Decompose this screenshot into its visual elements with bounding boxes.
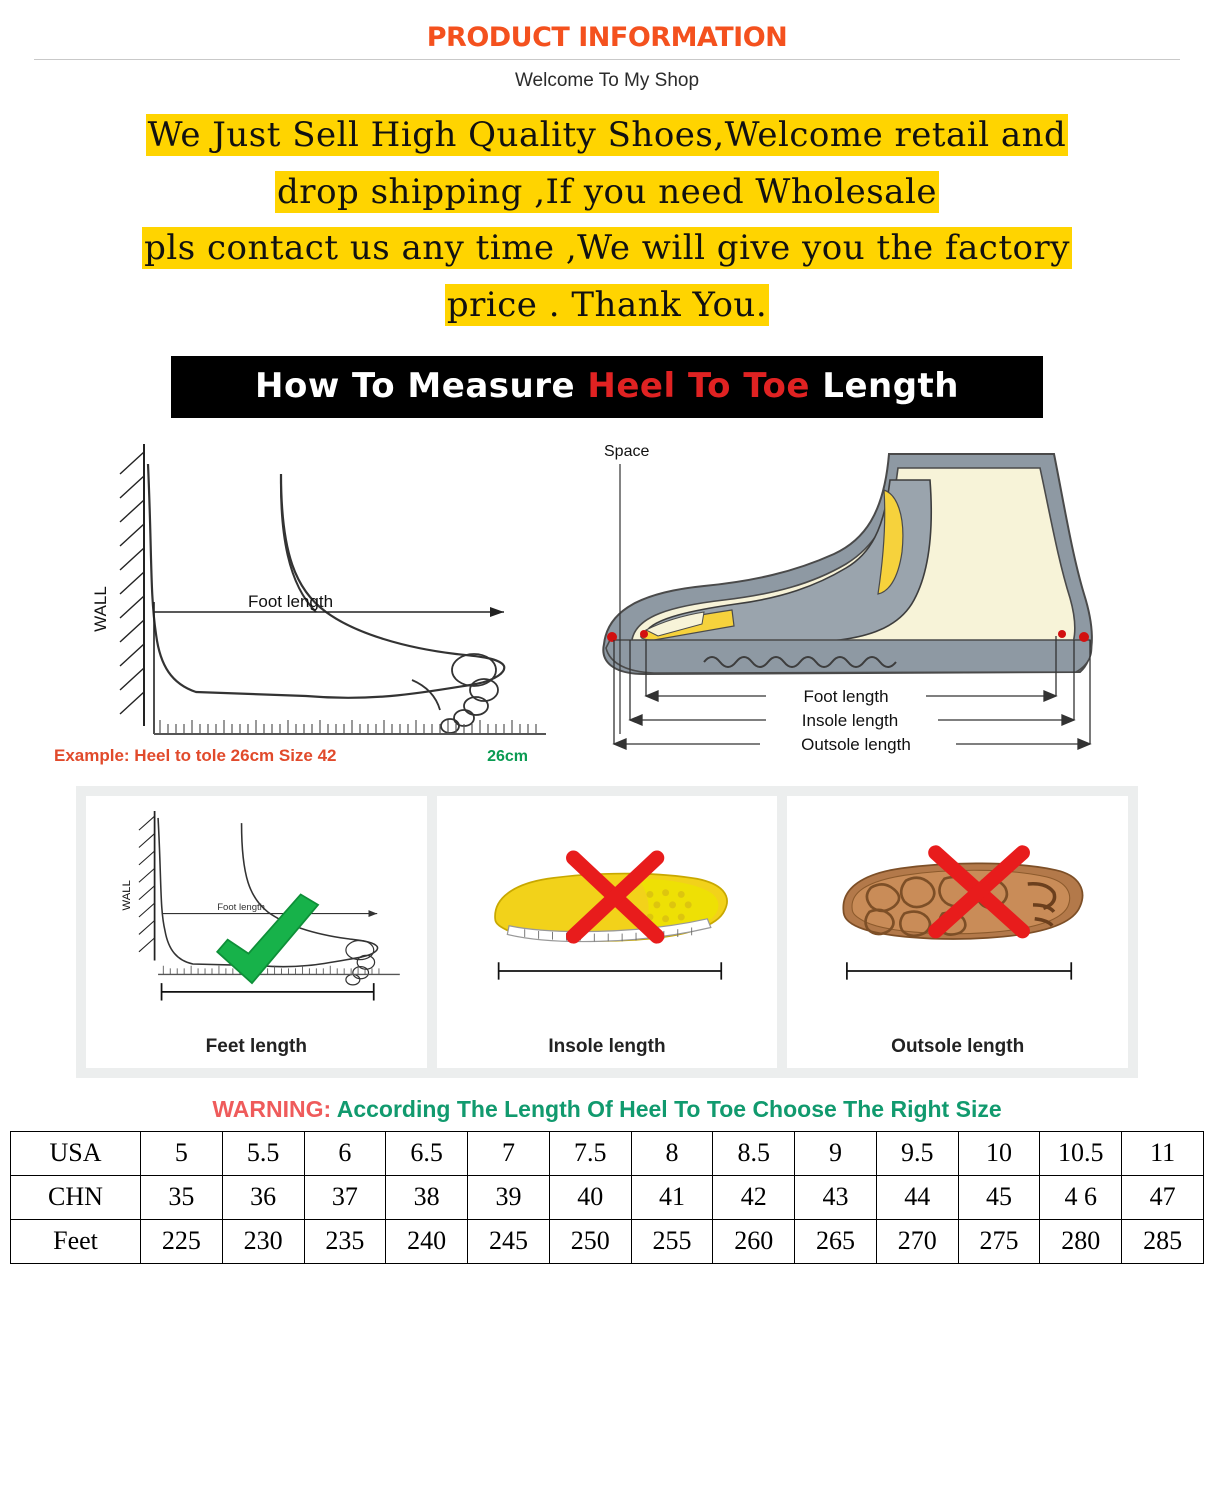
cell-chn-2: 37 — [304, 1176, 386, 1220]
measure-banner-highlight: Heel To Toe — [587, 366, 810, 406]
panel-insole-length — [437, 796, 778, 1068]
insole-length-illustration — [443, 804, 772, 1004]
cell-usa-11: 10.5 — [1040, 1132, 1122, 1176]
row-label-feet: Feet — [11, 1220, 141, 1264]
row-label-usa: USA — [11, 1132, 141, 1176]
measure-banner-part2: Length — [809, 366, 959, 406]
cell-usa-12: 11 — [1122, 1132, 1204, 1176]
cell-usa-6: 8 — [631, 1132, 713, 1176]
cell-chn-9: 44 — [876, 1176, 958, 1220]
cell-usa-9: 9.5 — [876, 1132, 958, 1176]
cell-usa-5: 7.5 — [549, 1132, 631, 1176]
measure-examples-row — [76, 786, 1138, 1078]
cell-usa-7: 8.5 — [713, 1132, 795, 1176]
foot-wall-illustration — [76, 434, 546, 774]
promo-line-1 — [0, 114, 1214, 157]
row-label-chn: CHN — [11, 1176, 141, 1220]
promo-text-3: pls contact us any time ,We will give you the factory — [144, 228, 1070, 268]
cell-chn-5: 40 — [549, 1176, 631, 1220]
foot-length-label-left: Foot length — [248, 592, 334, 611]
cell-feet-12: 285 — [1122, 1220, 1204, 1264]
space-label: Space — [604, 443, 650, 460]
panel-label-feet-length: Feet length — [205, 1036, 307, 1057]
cell-usa-2: 6 — [304, 1132, 386, 1176]
panel-label-insole-length: Insole length — [548, 1036, 666, 1057]
shoe-section-diagram — [560, 434, 1138, 774]
cell-feet-0: 225 — [141, 1220, 223, 1264]
panel-feet-length — [86, 796, 427, 1068]
cell-chn-11: 4 6 — [1040, 1176, 1122, 1220]
wall-label-panel: WALL — [121, 880, 134, 911]
promo-line-2 — [0, 171, 1214, 214]
promo-block — [0, 114, 1214, 326]
promo-text-4: price . Thank You. — [446, 284, 768, 325]
cell-chn-8: 43 — [795, 1176, 877, 1220]
size-chart-table — [10, 1131, 1204, 1264]
measure-section — [54, 356, 1138, 1078]
warning-prefix: WARNING: — [212, 1096, 332, 1122]
shoe-foot-length-label: Foot length — [803, 687, 889, 706]
measure-banner — [171, 356, 1043, 418]
table-row — [11, 1132, 1204, 1176]
panel-label-outsole-length: Outsole length — [891, 1036, 1025, 1057]
measure-banner-part1: How To Measure — [255, 366, 588, 406]
panel-outsole-length — [787, 796, 1128, 1068]
table-row — [11, 1220, 1204, 1264]
cell-feet-6: 255 — [631, 1220, 713, 1264]
cell-feet-3: 240 — [386, 1220, 468, 1264]
panel-foot-length-label: Foot length — [217, 902, 265, 914]
cell-chn-0: 35 — [141, 1176, 223, 1220]
table-row — [11, 1176, 1204, 1220]
foot-wall-diagram — [54, 434, 546, 774]
promo-line-3 — [0, 227, 1214, 270]
cell-chn-1: 36 — [222, 1176, 304, 1220]
warning-line — [0, 1096, 1214, 1123]
feet-length-illustration — [92, 804, 421, 1004]
cell-feet-8: 265 — [795, 1220, 877, 1264]
promo-line-4 — [0, 284, 1214, 327]
cell-usa-8: 9 — [795, 1132, 877, 1176]
page-title: PRODUCT INFORMATION — [426, 22, 788, 53]
shoe-outsole-length-label: Outsole length — [801, 735, 911, 754]
shoe-insole-length-label: Insole length — [801, 711, 899, 730]
cell-usa-4: 7 — [468, 1132, 550, 1176]
cell-feet-5: 250 — [549, 1220, 631, 1264]
cell-usa-3: 6.5 — [386, 1132, 468, 1176]
header-divider — [34, 59, 1180, 60]
cell-chn-12: 47 — [1122, 1176, 1204, 1220]
cell-feet-1: 230 — [222, 1220, 304, 1264]
measure-diagrams — [54, 434, 1138, 774]
promo-text-2: drop shipping ,If you need Wholesale — [277, 171, 937, 212]
promo-text-1: We Just Sell High Quality Shoes,Welcome retail and — [147, 115, 1067, 155]
cell-chn-7: 42 — [713, 1176, 795, 1220]
cell-usa-10: 10 — [958, 1132, 1040, 1176]
cell-usa-1: 5.5 — [222, 1132, 304, 1176]
page-header — [0, 0, 1214, 92]
cm-caption: 26cm — [487, 748, 528, 765]
cell-chn-6: 41 — [631, 1176, 713, 1220]
wall-label-left: WALL — [91, 586, 110, 632]
cell-usa-0: 5 — [141, 1132, 223, 1176]
outsole-length-illustration — [793, 804, 1122, 1004]
shoe-section-illustration — [560, 434, 1138, 774]
example-caption: Example: Heel to tole 26cm Size 42 — [54, 746, 337, 765]
header-subtitle: Welcome To My Shop — [514, 70, 700, 91]
cell-feet-7: 260 — [713, 1220, 795, 1264]
warning-text: According The Length Of Heel To Toe Choose The Right Size — [336, 1096, 1002, 1122]
cell-feet-11: 280 — [1040, 1220, 1122, 1264]
cell-chn-3: 38 — [386, 1176, 468, 1220]
cell-chn-4: 39 — [468, 1176, 550, 1220]
cell-chn-10: 45 — [958, 1176, 1040, 1220]
cell-feet-2: 235 — [304, 1220, 386, 1264]
cell-feet-9: 270 — [876, 1220, 958, 1264]
cell-feet-4: 245 — [468, 1220, 550, 1264]
cell-feet-10: 275 — [958, 1220, 1040, 1264]
